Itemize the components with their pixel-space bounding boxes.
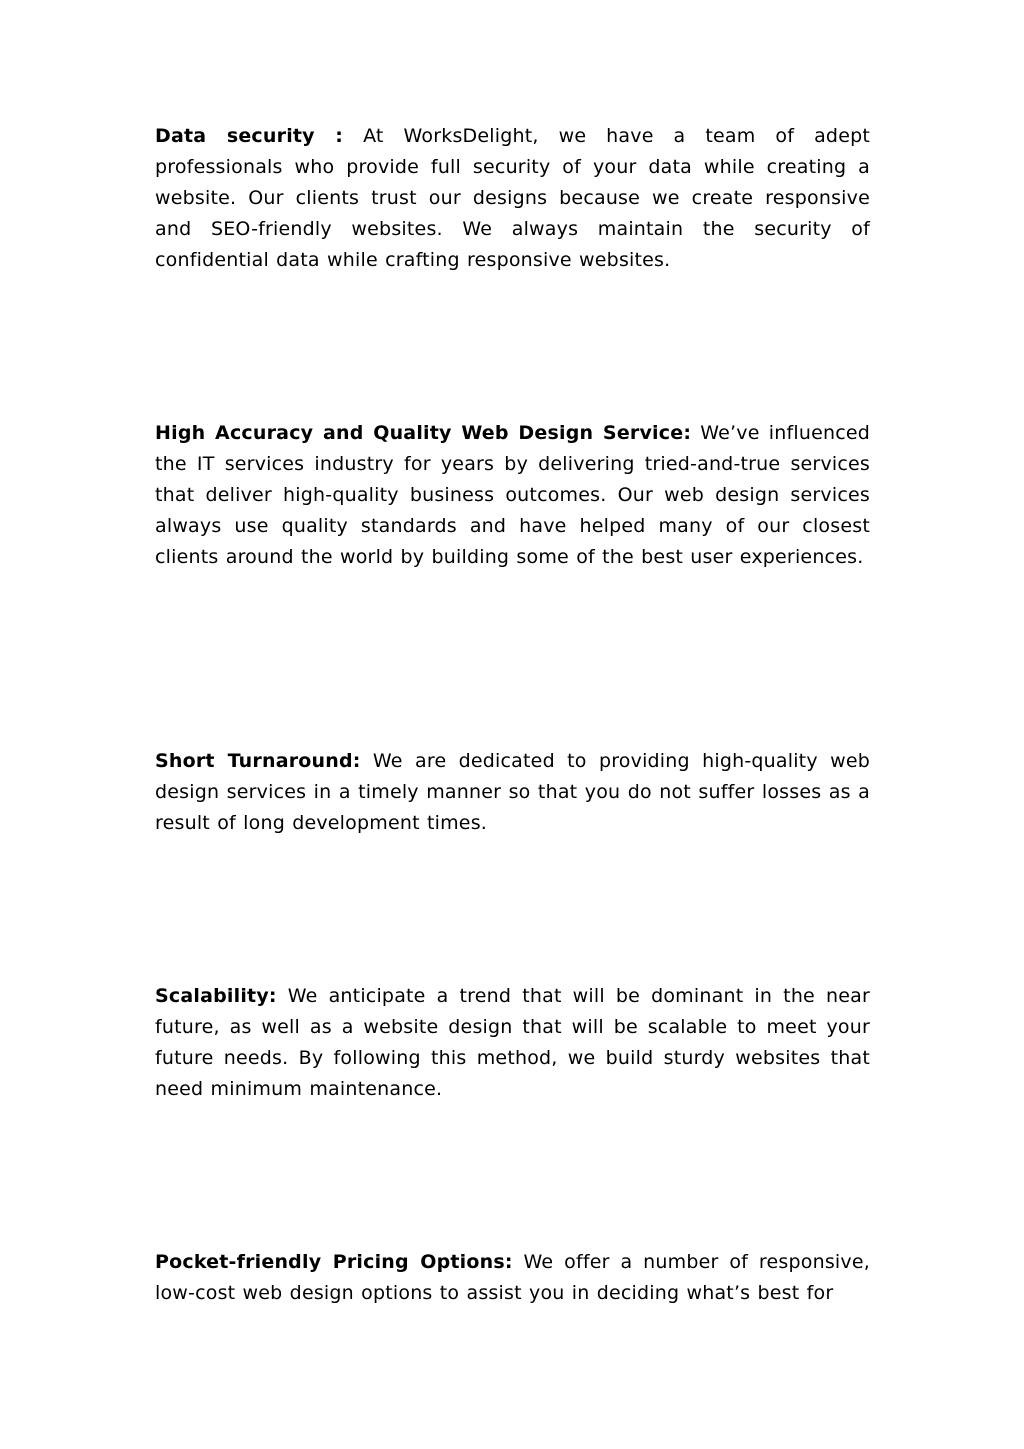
- paragraph-pricing-options: [155, 1247, 870, 1309]
- paragraph-body: We offer a number of responsive, low-cost web design options to assist you in deciding what’s best for: [155, 1251, 870, 1304]
- paragraph-heading: Pocket-friendly Pricing Options:: [155, 1251, 513, 1273]
- paragraph-body: We anticipate a trend that will be dominant in the near future, as well as a website design that will be scalable to meet your future needs. By following this method, we build sturdy websites that need minimum maintenance.: [155, 985, 870, 1100]
- paragraph-scalability: [155, 981, 870, 1105]
- paragraph-heading: High Accuracy and Quality Web Design Service:: [155, 422, 692, 444]
- paragraph-heading: Scalability:: [155, 985, 277, 1007]
- paragraph-heading: Short Turnaround:: [155, 750, 361, 772]
- paragraph-short-turnaround: [155, 746, 870, 839]
- paragraph-body: We’ve influenced the IT services industry for years by delivering tried-and-true services that deliver high-quality business outcomes. Our web design services always use quality standards and have helped many of our closest clients around the world by building some of the best user experiences.: [155, 422, 870, 568]
- paragraph-data-security: [155, 121, 870, 276]
- paragraph-body: We are dedicated to providing high-quality web design services in a timely manner so that you do not suffer losses as a result of long development times.: [155, 750, 870, 834]
- paragraph-body: At WorksDelight, we have a team of adept professionals who provide full security of your data while creating a website. Our clients trust our designs because we create responsive and SEO-friendly websites. We always maintain the security of confidential data while crafting responsive websites.: [155, 125, 870, 271]
- paragraph-high-accuracy: [155, 418, 870, 573]
- paragraph-heading: Data security :: [155, 125, 344, 147]
